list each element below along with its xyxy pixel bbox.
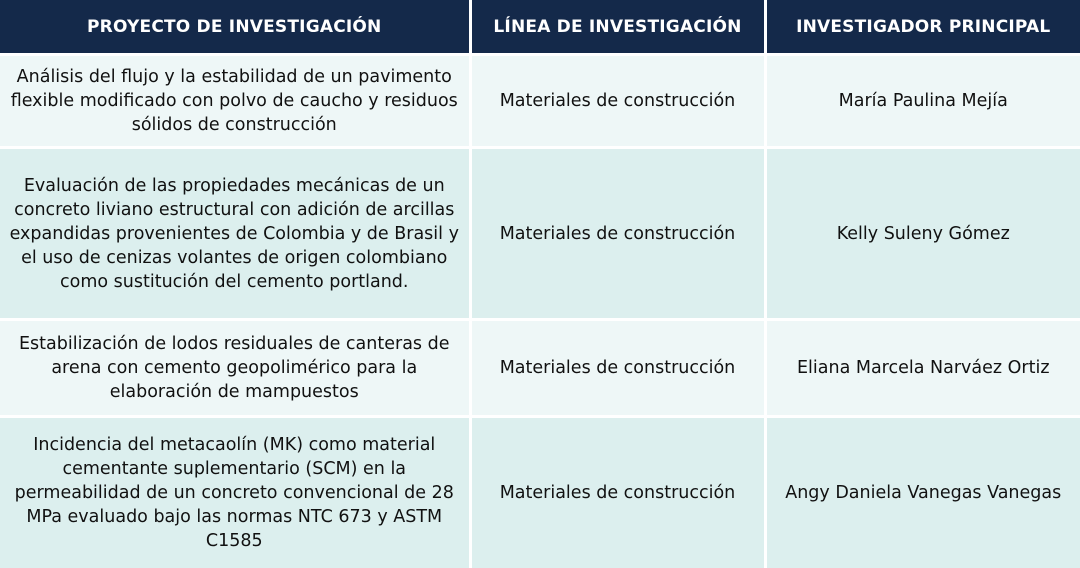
research-line-cell: Materiales de construcción: [470, 320, 765, 417]
research-line-cell: Materiales de construcción: [470, 417, 765, 568]
research-line-cell: Materiales de construcción: [470, 148, 765, 320]
investigator-cell: Kelly Suleny Gómez: [765, 148, 1080, 320]
header-research-line: LÍNEA DE INVESTIGACIÓN: [470, 0, 765, 55]
table-row: [0, 55, 1080, 148]
investigator-cell: Eliana Marcela Narváez Ortiz: [765, 320, 1080, 417]
header-project: PROYECTO DE INVESTIGACIÓN: [0, 0, 470, 55]
header-principal-investigator: INVESTIGADOR PRINCIPAL: [765, 0, 1080, 55]
investigator-cell: María Paulina Mejía: [765, 55, 1080, 148]
table-row: [0, 417, 1080, 568]
project-cell: Análisis del flujo y la estabilidad de un pavimento flexible modificado con polvo de caucho y residuos sólidos de construcción: [0, 55, 470, 148]
project-cell: Evaluación de las propiedades mecánicas de un concreto liviano estructural con adición de arcillas expandidas provenientes de Colombia y de Brasil y el uso de cenizas volantes de origen colombiano como sustitución del cemento portland.: [0, 148, 470, 320]
table-row: [0, 148, 1080, 320]
investigator-cell: Angy Daniela Vanegas Vanegas: [765, 417, 1080, 568]
project-cell: Estabilización de lodos residuales de canteras de arena con cemento geopolimérico para la elaboración de mampuestos: [0, 320, 470, 417]
header-row: [0, 0, 1080, 55]
research-line-cell: Materiales de construcción: [470, 55, 765, 148]
table-row: [0, 320, 1080, 417]
project-cell: Incidencia del metacaolín (MK) como material cementante suplementario (SCM) en la permeabilidad de un concreto convencional de 28 MPa evaluado bajo las normas NTC 673 y ASTM C1585: [0, 417, 470, 568]
